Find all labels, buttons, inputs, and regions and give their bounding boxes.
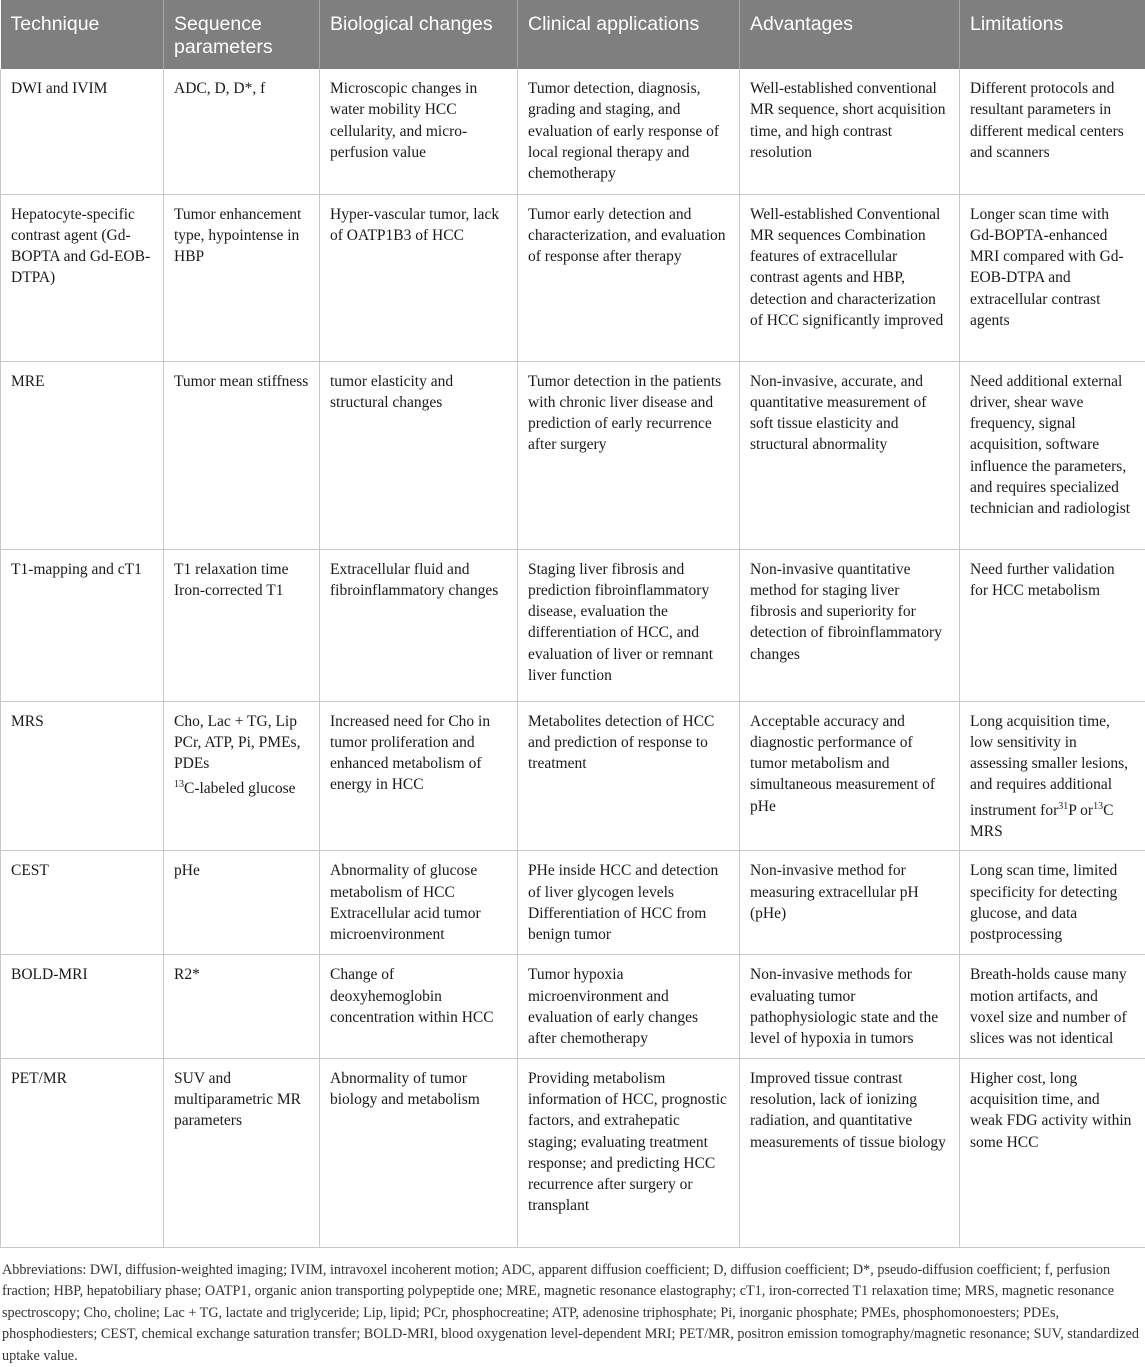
cell-technique: PET/MR	[1, 1058, 164, 1247]
limitations-text: Long acquisition time, low sensitivity in assessing smaller lesions, and requires additional instrument for	[970, 713, 1128, 819]
table-row	[1, 1058, 1145, 1247]
cell-limitations: Different protocols and resultant parameters in different medical centers and scanners	[960, 69, 1145, 194]
abbreviations-footnote: Abbreviations: DWI, diffusion-weighted imaging; IVIM, intravoxel incoherent motion; ADC, apparent diffusion coefficient; D, diffusion coefficient; D*, pseudo-diffusion coefficient; f, perfusion fraction; HBP, hepatobiliary phase; OATP1, organic anion transporting polypeptide one; MRE, magnetic resonance elastography; cT1, iron-corrected T1 relaxation time; MRS, magnetic resonance spectroscopy; Cho, choline; Lac + TG, lactate and triglyceride; Lip, lipid; PCr, phosphocreatine; ATP, adenosine triphosphate; Pi, inorganic phosphate; PMEs, phosphomonoesters; PDEs, phosphodiesters; CEST, chemical exchange saturation transfer; BOLD-MRI, blood oxygenation level-dependent MRI; PET/MR, positron emission tomography/magnetic resonance; SUV, standardized uptake value.	[0, 1248, 1145, 1367]
cell-technique: BOLD-MRI	[1, 955, 164, 1058]
sequence-line: T1 relaxation time	[174, 559, 309, 580]
table-row	[1, 69, 1145, 194]
superscript: 13	[174, 779, 184, 790]
header-clinical-applications: Clinical applications	[518, 0, 740, 69]
superscript: 31	[1058, 801, 1068, 812]
cell-sequence: Tumor enhancement type, hypointense in HBP	[164, 194, 320, 361]
cell-clinical: Metabolites detection of HCC and prediction of response to treatment	[518, 701, 740, 851]
cell-sequence	[164, 549, 320, 701]
cell-sequence	[164, 701, 320, 851]
cell-biological: Microscopic changes in water mobility HCC cellularity, and micro-perfusion value	[320, 69, 518, 194]
cell-technique: MRS	[1, 701, 164, 851]
cell-clinical: Providing metabolism information of HCC, prognostic factors, and extrahepatic staging; evaluating treatment response; and predicting HCC recurrence after surgery or transplant	[518, 1058, 740, 1247]
cell-technique: T1-mapping and cT1	[1, 549, 164, 701]
cell-biological: Abnormality of tumor biology and metabolism	[320, 1058, 518, 1247]
cell-technique: Hepatocyte-specific contrast agent (Gd-BOPTA and Gd-EOB-DTPA)	[1, 194, 164, 361]
cell-advantages: Non-invasive, accurate, and quantitative measurement of soft tissue elasticity and structural abnormality	[740, 361, 960, 549]
header-technique: Technique	[1, 0, 164, 69]
cell-biological: Hyper-vascular tumor, lack of OATP1B3 of HCC	[320, 194, 518, 361]
table-row	[1, 701, 1145, 851]
table-row	[1, 549, 1145, 701]
clinical-line: Differentiation of HCC from benign tumor	[528, 903, 729, 946]
cell-biological: Change of deoxyhemoglobin concentration within HCC	[320, 955, 518, 1058]
cell-limitations: Breath-holds cause many motion artifacts, and voxel size and number of slices was not identical	[960, 955, 1145, 1058]
cell-advantages: Non-invasive quantitative method for staging liver fibrosis and superiority for detection of fibroinflammatory changes	[740, 549, 960, 701]
cell-clinical: Tumor detection, diagnosis, grading and staging, and evaluation of early response of local regional therapy and chemotherapy	[518, 69, 740, 194]
limitations-text: P or	[1068, 802, 1093, 819]
cell-biological: Extracellular fluid and fibroinflammatory changes	[320, 549, 518, 701]
cell-clinical: Tumor hypoxia microenvironment and evaluation of early changes after chemotherapy	[518, 955, 740, 1058]
cell-sequence: SUV and multiparametric MR parameters	[164, 1058, 320, 1247]
header-advantages: Advantages	[740, 0, 960, 69]
cell-clinical: Tumor early detection and characterization, and evaluation of response after therapy	[518, 194, 740, 361]
cell-limitations: Longer scan time with Gd-BOPTA-enhanced MRI compared with Gd-EOB-DTPA and extracellular contrast agents	[960, 194, 1145, 361]
cell-advantages: Non-invasive method for measuring extracellular pH (pHe)	[740, 851, 960, 955]
table-row	[1, 361, 1145, 549]
biological-line: Extracellular acid tumor microenvironment	[330, 903, 507, 946]
cell-biological	[320, 851, 518, 955]
cell-technique: CEST	[1, 851, 164, 955]
clinical-line: PHe inside HCC and detection of liver glycogen levels	[528, 860, 729, 903]
cell-limitations: Long scan time, limited specificity for detecting glucose, and data postprocessing	[960, 851, 1145, 955]
cell-biological: tumor elasticity and structural changes	[320, 361, 518, 549]
cell-clinical: Staging liver fibrosis and prediction fibroinflammatory disease, evaluation the differentiation of HCC, and evaluation of liver or remnant liver function	[518, 549, 740, 701]
cell-advantages: Improved tissue contrast resolution, lack of ionizing radiation, and quantitative measurements of tissue biology	[740, 1058, 960, 1247]
cell-limitations: Need additional external driver, shear wave frequency, signal acquisition, software influence the parameters, and requires specialized technician and radiologist	[960, 361, 1145, 549]
cell-technique: MRE	[1, 361, 164, 549]
biological-line: Abnormality of glucose metabolism of HCC	[330, 860, 507, 903]
cell-clinical	[518, 851, 740, 955]
cell-sequence: pHe	[164, 851, 320, 955]
limitations-text: C MRS	[970, 802, 1113, 840]
cell-limitations: Need further validation for HCC metabolism	[960, 549, 1145, 701]
cell-sequence: R2*	[164, 955, 320, 1058]
cell-advantages: Well-established conventional MR sequence, short acquisition time, and high contrast resolution	[740, 69, 960, 194]
cell-sequence: Tumor mean stiffness	[164, 361, 320, 549]
header-limitations: Limitations	[960, 0, 1145, 69]
header-sequence-parameters: Sequence parameters	[164, 0, 320, 69]
cell-technique: DWI and IVIM	[1, 69, 164, 194]
cell-biological: Increased need for Cho in tumor proliferation and enhanced metabolism of energy in HCC	[320, 701, 518, 851]
sequence-after: C-labeled glucose	[184, 781, 295, 798]
cell-advantages: Well-established Conventional MR sequences Combination features of extracellular contrast agents and HBP, detection and characterization of HCC significantly improved	[740, 194, 960, 361]
cell-limitations	[960, 701, 1145, 851]
table-header-row	[1, 0, 1145, 69]
table-row	[1, 851, 1145, 955]
cell-advantages: Non-invasive methods for evaluating tumor pathophysiologic state and the level of hypoxia in tumors	[740, 955, 960, 1058]
superscript: 13	[1093, 801, 1103, 812]
cell-limitations: Higher cost, long acquisition time, and weak FDG activity within some HCC	[960, 1058, 1145, 1247]
cell-clinical: Tumor detection in the patients with chronic liver disease and prediction of early recurrence after surgery	[518, 361, 740, 549]
sequence-glucose-line	[174, 774, 309, 799]
header-biological-changes: Biological changes	[320, 0, 518, 69]
table-row	[1, 194, 1145, 361]
sequence-main: Cho, Lac + TG, Lip PCr, ATP, Pi, PMEs, PDEs	[174, 713, 300, 773]
cell-sequence: ADC, D, D*, f	[164, 69, 320, 194]
table-row	[1, 955, 1145, 1058]
sequence-line: Iron-corrected T1	[174, 580, 309, 601]
cell-advantages: Acceptable accuracy and diagnostic performance of tumor metabolism and simultaneous measurement of pHe	[740, 701, 960, 851]
